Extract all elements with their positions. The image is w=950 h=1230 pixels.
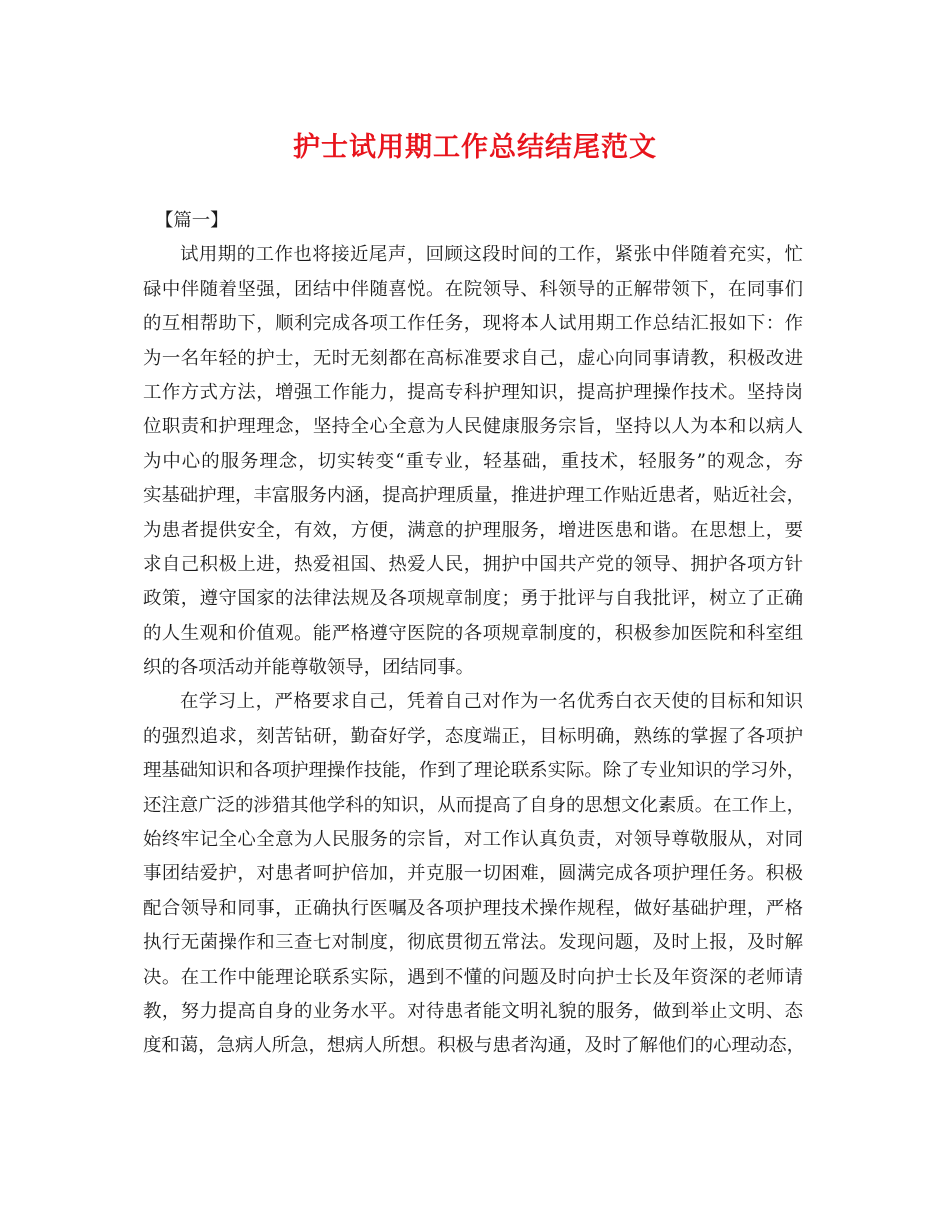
paragraph-2-line: 执行无菌操作和三查七对制度，彻底贯彻五常法。发现问题，及时上报，及时解	[143, 932, 803, 954]
paragraph-1-line: 工作方式方法，增强工作能力，提高专科护理知识，提高护理操作技术。坚持岗	[143, 381, 803, 403]
paragraph-1-line: 的人生观和价值观。能严格遵守医院的各项规章制度的，积极参加医院和科室组	[143, 622, 803, 644]
paragraph-2-line: 配合领导和同事，正确执行医嘱及各项护理技术操作规程，做好基础护理，严格	[143, 897, 803, 919]
paragraph-1-line: 实基础护理，丰富服务内涵，提高护理质量，推进护理工作贴近患者，贴近社会，	[143, 485, 806, 507]
paragraph-2-line: 理基础知识和各项护理操作技能，作到了理论联系实际。除了专业知识的学习外，	[143, 760, 806, 782]
paragraph-2-line: 还注意广泛的涉猎其他学科的知识，从而提高了自身的思想文化素质。在工作上，	[143, 794, 806, 816]
paragraph-2-line: 教，努力提高自身的业务水平。对待患者能文明礼貌的服务，做到举止文明、态	[143, 1000, 803, 1022]
paragraph-1-line: 为一名年轻的护士，无时无刻都在高标准要求自己，虚心向同事请教，积极改进	[143, 347, 803, 369]
paragraph-1-line: 为患者提供安全，有效，方便，满意的护理服务，增进医患和谐。在思想上，要	[143, 519, 803, 541]
paragraph-1-line: 为中心的服务理念，切实转变“重专业，轻基础，重技术，轻服务”的观念，夯	[143, 450, 803, 472]
paragraph-2-line: 事团结爱护，对患者呵护倍加，并克服一切困难，圆满完成各项护理任务。积极	[143, 863, 803, 885]
paragraph-2-line: 始终牢记全心全意为人民服务的宗旨，对工作认真负责，对领导尊敬服从，对同	[143, 829, 803, 851]
paragraph-1-line: 的互相帮助下，顺利完成各项工作任务，现将本人试用期工作总结汇报如下：作	[143, 313, 803, 335]
document-body	[143, 204, 806, 1064]
paragraph-2-line: 在学习上，严格要求自己，凭着自己对作为一名优秀白衣天使的目标和知识	[180, 691, 803, 713]
paragraph-2-line: 的强烈追求，刻苦钻研，勤奋好学，态度端正，目标明确，熟练的掌握了各项护	[143, 725, 803, 747]
paragraph-1-line: 织的各项活动并能尊敬领导，团结同事。	[143, 657, 475, 679]
document-title: 护士试用期工作总结结尾范文	[293, 132, 657, 163]
paragraph-1-line: 碌中伴随着坚强，团结中伴随喜悦。在院领导、科领导的正解带领下，在同事们	[143, 278, 803, 300]
paragraph-1-line: 求自己积极上进，热爱祖国、热爱人民，拥护中国共产党的领导、拥护各项方针	[143, 553, 803, 575]
paragraph-1-line: 位职责和护理理念，坚持全心全意为人民健康服务宗旨，坚持以人为本和以病人	[143, 416, 803, 438]
paragraph-1-line: 试用期的工作也将接近尾声，回顾这段时间的工作，紧张中伴随着充实，忙	[180, 244, 803, 266]
paragraph-1-line: 政策，遵守国家的法律法规及各项规章制度；勇于批评与自我批评，树立了正确	[143, 588, 803, 610]
paragraph-2-line: 度和蔼，急病人所急，想病人所想。积极与患者沟通，及时了解他们的心理动态，	[143, 1035, 806, 1057]
paragraph-2-line: 决。在工作中能理论联系实际，遇到不懂的问题及时向护士长及年资深的老师请	[143, 966, 803, 988]
section-heading: 【篇一】	[155, 210, 229, 231]
